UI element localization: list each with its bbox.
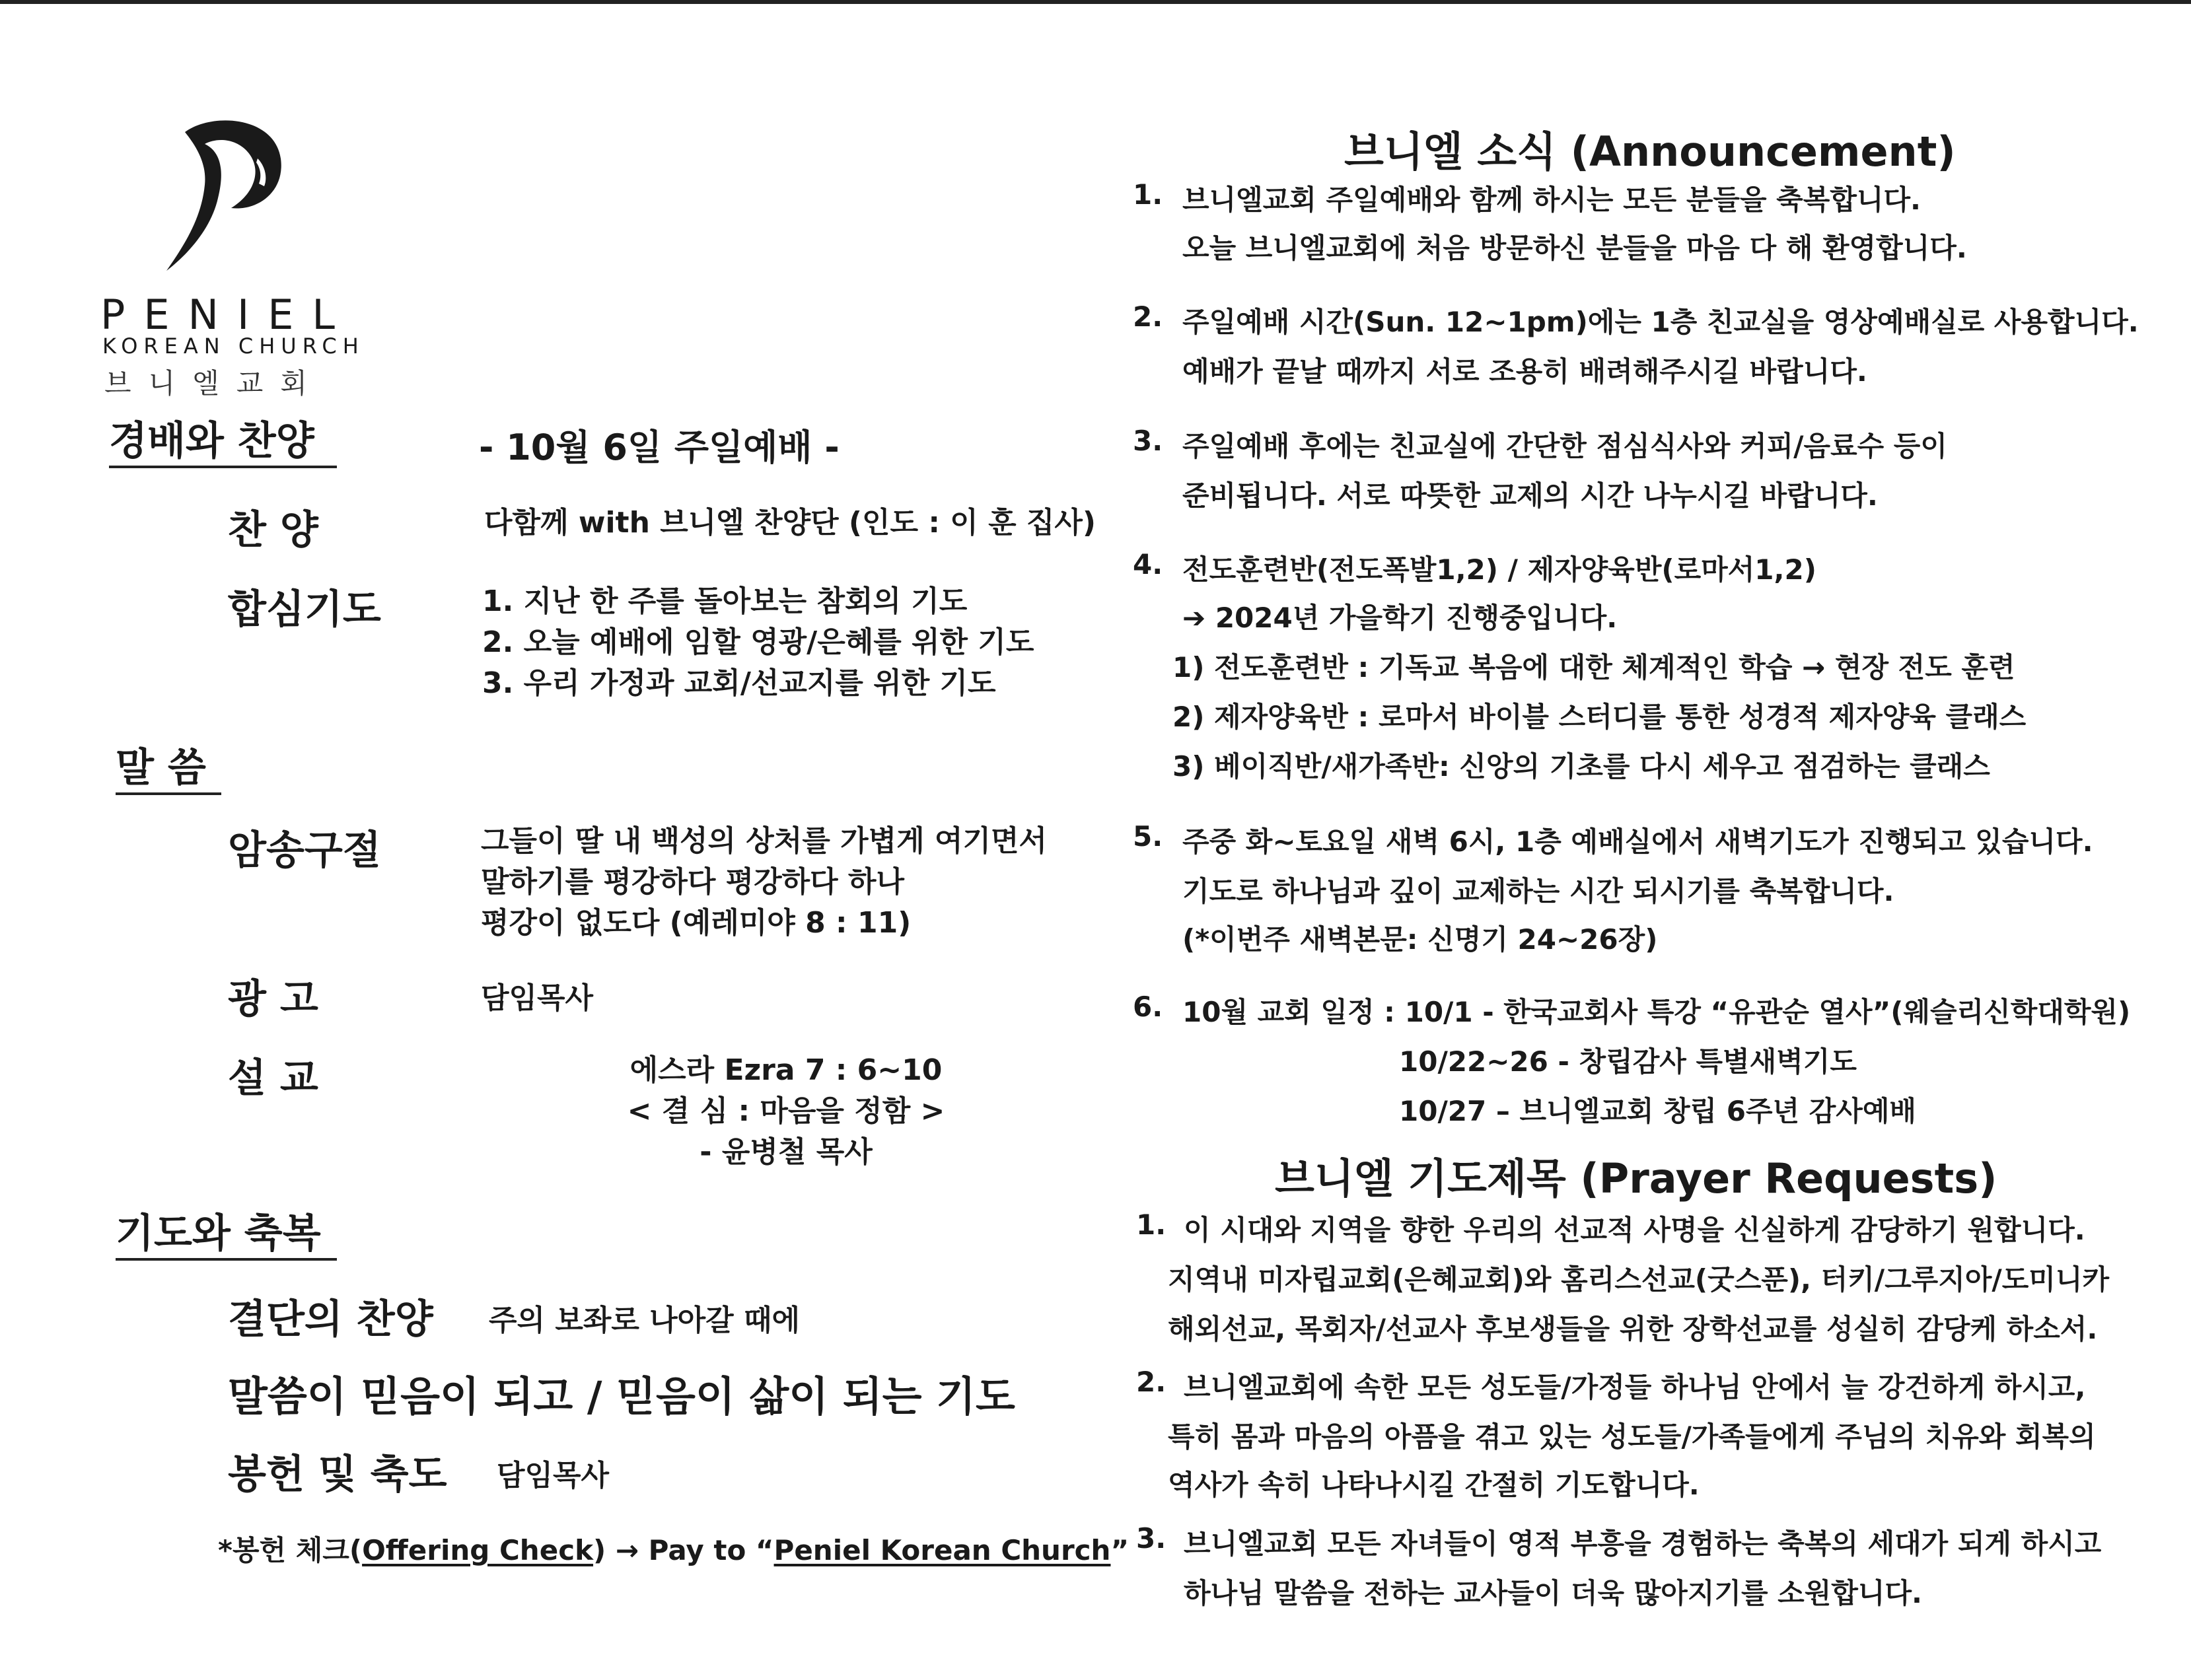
logo-name: PENIEL bbox=[100, 291, 353, 339]
logo-korean: 브니엘교회 bbox=[104, 367, 324, 400]
offering-text: 담임목사 bbox=[497, 1459, 610, 1492]
prayer-request-line: 브니엘교회 모든 자녀들이 영적 부흥을 경험하는 축복의 세대가 되게 하시고 bbox=[1184, 1527, 2102, 1560]
memory-verse-label: 암송구절 bbox=[228, 827, 381, 874]
logo-subtitle: KOREAN CHURCH bbox=[102, 333, 365, 359]
announce-label: 광 고 bbox=[228, 976, 318, 1022]
sermon-title: < 결 심 : 마음을 정함 > bbox=[627, 1094, 945, 1128]
memory-verse-text bbox=[481, 821, 1047, 944]
announcement-line: 주일예배 시간(Sun. 12~1pm)에는 1층 친교실을 영상예배실로 사용합니다. bbox=[1182, 306, 2139, 338]
prayer-item: 3. 우리 가정과 교회/선교지를 위한 기도 bbox=[482, 666, 996, 700]
announcement-line: 오늘 브니엘교회에 처음 방문하신 분들을 마음 다 해 환영합니다. bbox=[1182, 232, 1967, 264]
peniel-logo-icon bbox=[159, 112, 291, 277]
training-sub-item: 2) 제자양육반 : 로마서 바이블 스터디를 통한 성경적 제자양육 클래스 bbox=[1172, 701, 2027, 733]
prayer-request-line: 이 시대와 지역을 향한 우리의 선교적 사명을 신실하게 감당하기 원합니다. bbox=[1184, 1214, 2085, 1246]
payee-text: Peniel Korean Church bbox=[773, 1534, 1111, 1566]
prayer-requests-title: 브니엘 기도제목 (Prayer Requests) bbox=[1275, 1154, 1997, 1203]
announcement-num: 5. bbox=[1133, 820, 1163, 853]
worship-heading: 경배와 찬양 bbox=[109, 418, 314, 464]
praise-label: 찬 양 bbox=[228, 507, 318, 553]
announcement-line: 기도로 하나님과 깊이 교제하는 시간 되시기를 축복합니다. bbox=[1182, 875, 1894, 907]
announcement-num: 6. bbox=[1133, 991, 1163, 1023]
blessing-heading: 기도와 축복 bbox=[116, 1210, 321, 1257]
word-heading: 말 씀 bbox=[116, 745, 206, 791]
announcement-num: 4. bbox=[1133, 548, 1163, 580]
prayer-request-num: 1. bbox=[1136, 1208, 1167, 1241]
praise-text: 다함께 with 브니엘 찬양단 (인도 : 이 훈 집사) bbox=[484, 506, 1096, 540]
blessing-heading-rule bbox=[116, 1258, 337, 1261]
offering-note: *봉헌 체크(Offering Check) → Pay to “Peniel Korean Church” bbox=[218, 1534, 1130, 1566]
offering-label: 봉헌 및 축도 bbox=[228, 1452, 447, 1498]
announce-text: 담임목사 bbox=[481, 981, 594, 1015]
announcement-line: 10월 교회 일정 : 10/1 - 한국교회사 특강 “유관순 열사”(웨슬리신학대학원) bbox=[1182, 996, 2131, 1028]
offering-check-text: Offering Check bbox=[362, 1534, 594, 1566]
schedule-line: 10/27 – 브니엘교회 창립 6주년 감사예배 bbox=[1399, 1095, 1917, 1127]
announcement-num: 3. bbox=[1133, 425, 1163, 457]
memory-verse-line: 평강이 없도다 (예레미야 8 : 11) bbox=[481, 906, 912, 940]
resolve-hymn-text: 주의 보좌로 나아갈 때에 bbox=[489, 1304, 800, 1337]
training-sub-item: 1) 전도훈련반 : 기독교 복음에 대한 체계적인 학습 → 현장 전도 훈련 bbox=[1172, 651, 2015, 683]
word-heading-rule bbox=[116, 792, 221, 795]
top-border bbox=[0, 0, 2191, 4]
prayer-request-num: 3. bbox=[1136, 1522, 1167, 1555]
announcement-line: 주일예배 후에는 친교실에 간단한 점심식사와 커피/음료수 등이 bbox=[1182, 430, 1947, 462]
unison-prayer-list bbox=[482, 581, 1034, 704]
memory-verse-line: 그들이 딸 내 백성의 상처를 가볍게 여기면서 bbox=[481, 824, 1047, 858]
announcement-line: 전도훈련반(전도폭발1,2) / 제자양육반(로마서1,2) bbox=[1182, 553, 1816, 586]
announcement-title: 브니엘 소식 (Announcement) bbox=[1344, 127, 1956, 176]
prayer-item: 1. 지난 한 주를 돌아보는 참회의 기도 bbox=[482, 584, 968, 618]
announcement-line: 브니엘교회 주일예배와 함께 하시는 모든 분들을 축복합니다. bbox=[1182, 184, 1921, 216]
prayer-request-num: 2. bbox=[1136, 1366, 1167, 1398]
worship-heading-rule bbox=[109, 466, 337, 468]
prayer-request-line: 특히 몸과 마음의 아픔을 겪고 있는 성도들/가족들에게 주님의 치유와 회복의 bbox=[1168, 1420, 2096, 1453]
prayer-request-line: 해외선교, 목회자/선교사 후보생들을 위한 장학선교를 성실히 감당케 하소서. bbox=[1168, 1313, 2098, 1345]
announcement-line: 주중 화~토요일 새벽 6시, 1층 예배실에서 새벽기도가 진행되고 있습니다. bbox=[1182, 825, 2093, 858]
faith-prayer: 말씀이 믿음이 되고 / 믿음이 삶이 되는 기도 bbox=[228, 1372, 1015, 1420]
announcement-num: 2. bbox=[1133, 300, 1163, 333]
sermon-label: 설 교 bbox=[228, 1055, 318, 1102]
announcement-line: 예배가 끝날 때까지 서로 조용히 배려해주시길 바랍니다. bbox=[1182, 355, 1867, 388]
announcement-line: 준비됩니다. 서로 따뜻한 교제의 시간 나누시길 바랍니다. bbox=[1182, 479, 1878, 512]
sermon-text bbox=[581, 1050, 991, 1173]
prayer-request-line: 지역내 미자립교회(은혜교회)와 홈리스선교(굿스푼), 터키/그루지아/도미니카 bbox=[1168, 1263, 2110, 1296]
schedule-line: 10/22~26 - 창립감사 특별새벽기도 bbox=[1399, 1045, 1857, 1078]
announcement-line: (*이번주 새벽본문: 신명기 24~26장) bbox=[1182, 923, 1658, 956]
unison-prayer-label: 합심기도 bbox=[228, 586, 381, 633]
prayer-item: 2. 오늘 예배에 임할 영광/은혜를 위한 기도 bbox=[482, 625, 1034, 659]
sermon-scripture: 에스라 Ezra 7 : 6~10 bbox=[629, 1053, 943, 1087]
training-sub-item: 3) 베이직반/새가족반: 신앙의 기초를 다시 세우고 점검하는 클래스 bbox=[1172, 750, 1990, 783]
sermon-preacher: - 윤병철 목사 bbox=[700, 1135, 873, 1169]
resolve-hymn-label: 결단의 찬양 bbox=[228, 1296, 433, 1343]
announcement-line: ➔ 2024년 가을학기 진행중입니다. bbox=[1182, 602, 1618, 634]
service-date-title: - 10월 6일 주일예배 - bbox=[479, 427, 840, 468]
prayer-request-line: 브니엘교회에 속한 모든 성도들/가정들 하나님 안에서 늘 강건하게 하시고, bbox=[1184, 1371, 2086, 1403]
prayer-request-line: 하나님 말씀을 전하는 교사들이 더욱 많아지기를 소원합니다. bbox=[1184, 1577, 1922, 1609]
prayer-request-line: 역사가 속히 나타나시길 간절히 기도합니다. bbox=[1168, 1469, 1700, 1501]
memory-verse-line: 말하기를 평강하다 평강하다 하나 bbox=[481, 865, 905, 899]
announcement-num: 1. bbox=[1133, 178, 1163, 211]
